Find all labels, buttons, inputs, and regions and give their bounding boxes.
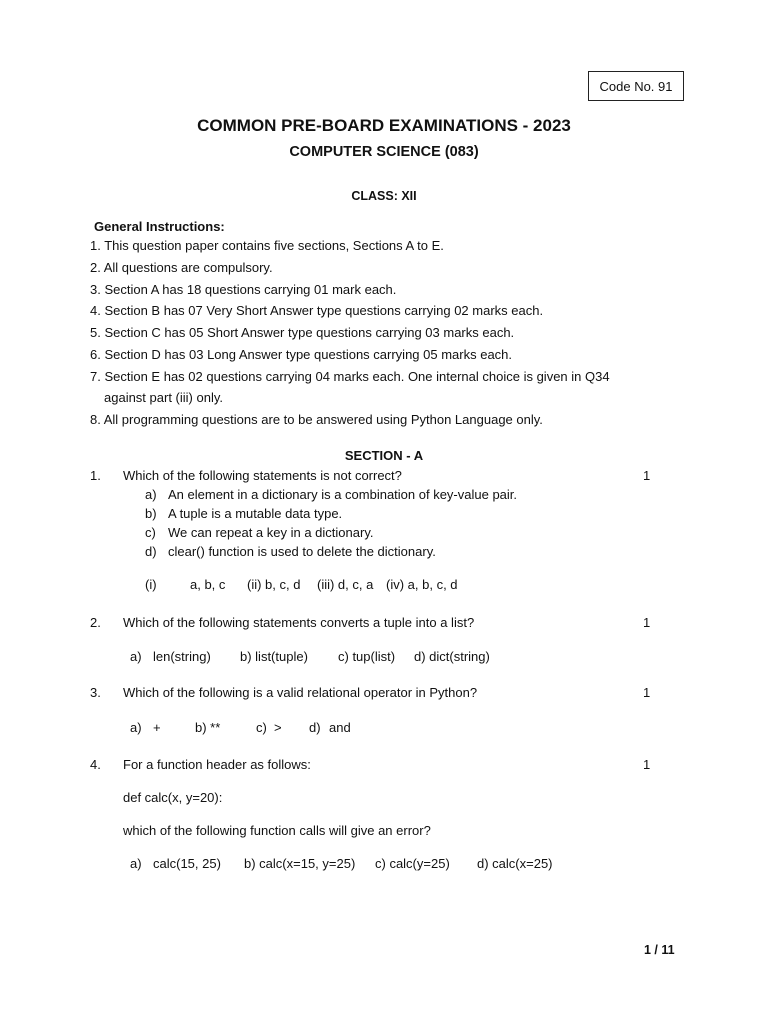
question-text: For a function header as follows:: [123, 757, 311, 772]
section-title: SECTION - A: [344, 448, 424, 463]
code-number: Code No. 91: [599, 78, 673, 94]
option: and: [329, 720, 351, 735]
subject-title: COMPUTER SCIENCE (083): [289, 144, 479, 160]
option: c) tup(list): [338, 649, 396, 664]
option: d) dict(string): [414, 649, 490, 664]
instruction-item: 6. Section D has 03 Long Answer type questions carrying 05 marks each.: [90, 347, 513, 362]
question-marks: 1: [643, 685, 651, 700]
question-text: Which of the following statements converts a tuple into a list?: [123, 615, 475, 630]
answer-options: [0, 577, 768, 595]
statement-text: We can repeat a key in a dictionary.: [168, 525, 374, 540]
option: b) **: [195, 720, 221, 735]
question-marks: 1: [643, 615, 651, 630]
instruction-item: 2. All questions are compulsory.: [90, 260, 273, 275]
statement-text: clear() function is used to delete the dictionary.: [168, 544, 436, 559]
code-snippet: def calc(x, y=20):: [123, 790, 223, 805]
option: a): [130, 856, 142, 871]
instruction-item: 1. This question paper contains five sections, Sections A to E.: [90, 238, 444, 253]
question-text: Which of the following is a valid relational operator in Python?: [123, 685, 478, 700]
option: len(string): [153, 649, 211, 664]
question-marks: 1: [643, 468, 651, 483]
statement-text: A tuple is a mutable data type.: [168, 506, 343, 521]
instruction-item: 4. Section B has 07 Very Short Answer type questions carrying 02 marks each.: [90, 303, 544, 318]
option: d) calc(x=25): [477, 856, 553, 871]
option: a): [130, 649, 142, 664]
option: b) calc(x=15, y=25): [244, 856, 356, 871]
instruction-item: 5. Section C has 05 Short Answer type questions carrying 03 marks each.: [90, 325, 515, 340]
option: b) list(tuple): [240, 649, 308, 664]
option: a, b, c: [190, 577, 226, 592]
answer-options: [0, 649, 768, 667]
option: (ii) b, c, d: [247, 577, 301, 592]
option: c): [256, 720, 267, 735]
answer-options: [0, 720, 768, 738]
option: >: [274, 720, 282, 735]
question-text: Which of the following statements is not correct?: [123, 468, 402, 483]
option: c) calc(y=25): [375, 856, 450, 871]
question-marks: 1: [643, 757, 651, 772]
code-number-box: [588, 71, 684, 101]
question-number: 1.: [90, 468, 101, 483]
exam-title: COMMON PRE-BOARD EXAMINATIONS - 2023: [197, 116, 571, 135]
option: a): [130, 720, 142, 735]
option: calc(15, 25): [153, 856, 221, 871]
page-number: 1 / 11: [644, 943, 675, 957]
option: (iv) a, b, c, d: [386, 577, 458, 592]
statement-text: An element in a dictionary is a combination of key-value pair.: [168, 487, 518, 502]
class-label: CLASS: XII: [351, 189, 417, 203]
question-number: 3.: [90, 685, 101, 700]
statement-label: a): [145, 487, 157, 502]
instruction-item: 3. Section A has 18 questions carrying 01 mark each.: [90, 282, 397, 297]
option: (iii) d, c, a: [317, 577, 374, 592]
question-number: 4.: [90, 757, 101, 772]
instructions-heading: General Instructions:: [94, 219, 225, 234]
option: d): [309, 720, 321, 735]
statement-label: b): [145, 506, 157, 521]
instruction-item: 8. All programming questions are to be answered using Python Language only.: [90, 412, 543, 427]
question-number: 2.: [90, 615, 101, 630]
statement-label: d): [145, 544, 157, 559]
option: (i): [145, 577, 157, 592]
answer-options: [0, 856, 768, 874]
question-subtext: which of the following function calls will give an error?: [123, 823, 431, 838]
instruction-item-continued: against part (iii) only.: [104, 390, 223, 405]
option: +: [153, 720, 161, 735]
statement-label: c): [145, 525, 156, 540]
instruction-item: 7. Section E has 02 questions carrying 04 marks each. One internal choice is given in Q34: [90, 369, 610, 384]
